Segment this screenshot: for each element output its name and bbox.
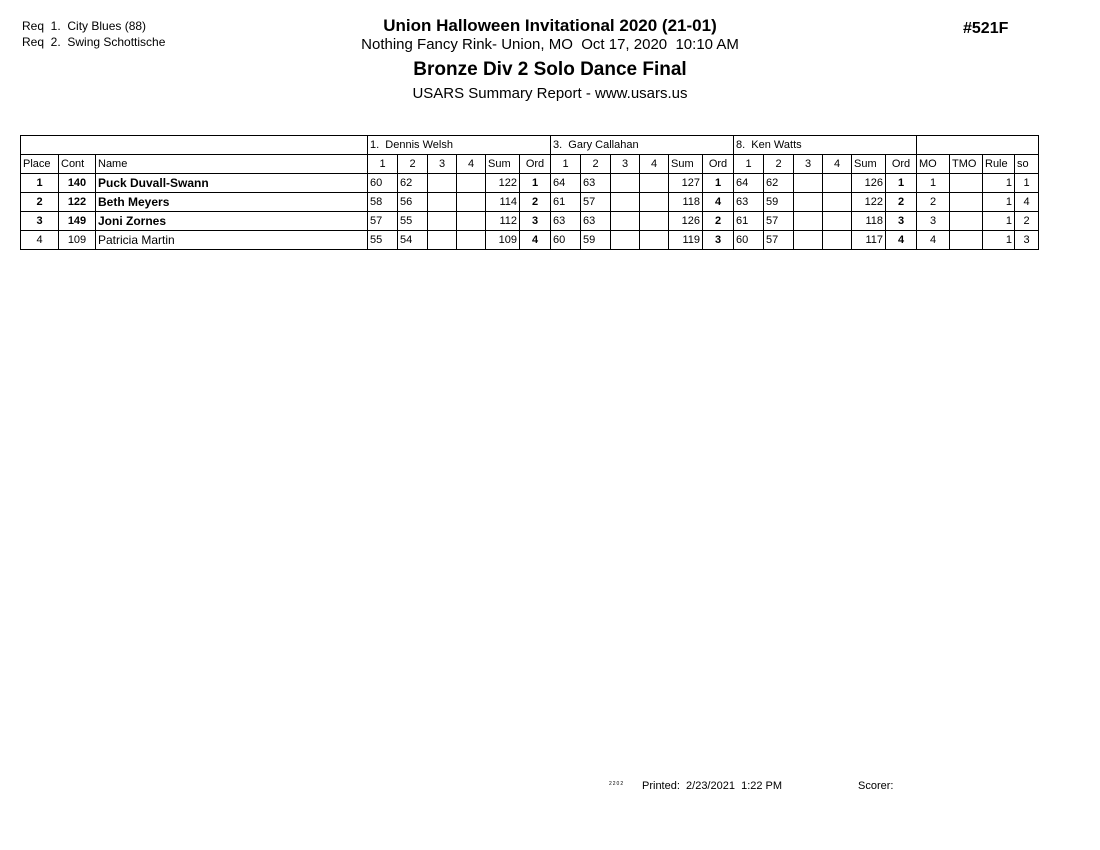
printed-timestamp: Printed: 2/23/2021 1:22 PM [642,780,783,792]
cell-score: 61 [734,212,764,231]
cell-score: 63 [581,212,611,231]
col-header-sum: Sum [486,155,520,174]
cell-ord: 2 [703,212,734,231]
cell-score: 62 [398,174,428,193]
requirement-line-2: Req 2. Swing Schottische [22,35,166,49]
cell-ord: 1 [886,174,917,193]
cell-name: Joni Zornes [96,212,368,231]
judges-header-row [21,136,1039,155]
cell-name: Beth Meyers [96,193,368,212]
cell-tmo [950,174,983,193]
judge-header: 8. Ken Watts [734,136,917,155]
cell-sum: 122 [486,174,520,193]
cell-sum: 122 [852,193,886,212]
cell-tmo [950,231,983,250]
cell-ord: 2 [886,193,917,212]
cell-rule: 1 [983,193,1015,212]
cell-score: 58 [368,193,398,212]
spacer-cell [917,136,1039,155]
cell-sum: 118 [852,212,886,231]
cell-mo: 4 [917,231,950,250]
cell-score: 63 [734,193,764,212]
cell-score: 64 [734,174,764,193]
col-header-score: 1 [734,155,764,174]
col-header-sum: Sum [852,155,886,174]
table-row [21,212,1039,231]
cell-score: 62 [764,174,794,193]
cell-score [640,193,669,212]
cell-score: 56 [398,193,428,212]
cell-rule: 1 [983,174,1015,193]
col-header-score: 4 [823,155,852,174]
cell-score: 60 [734,231,764,250]
cell-score: 64 [551,174,581,193]
col-header-score: 4 [457,155,486,174]
cell-ord: 4 [703,193,734,212]
cell-rule: 1 [983,231,1015,250]
cell-sum: 114 [486,193,520,212]
cell-score [611,212,640,231]
cell-score [457,212,486,231]
cell-so: 4 [1015,193,1039,212]
cell-mo: 2 [917,193,950,212]
col-header-ord: Ord [520,155,551,174]
cell-place: 2 [21,193,59,212]
cell-sum: 126 [669,212,703,231]
cell-score [428,174,457,193]
cell-cont: 122 [59,193,96,212]
venue-date-line: Nothing Fancy Rink- Union, MO Oct 17, 2020 10:10 AM [361,36,739,53]
cell-ord: 3 [703,231,734,250]
cell-score: 55 [398,212,428,231]
cell-mo: 3 [917,212,950,231]
cell-score: 55 [368,231,398,250]
cell-ord: 3 [520,212,551,231]
division-title: Bronze Div 2 Solo Dance Final [413,59,687,80]
cell-sum: 118 [669,193,703,212]
cell-place: 3 [21,212,59,231]
col-header-ord: Ord [886,155,917,174]
cell-sum: 117 [852,231,886,250]
cell-name: Puck Duvall-Swann [96,174,368,193]
cell-ord: 1 [520,174,551,193]
col-header-score: 3 [428,155,457,174]
col-header-cont: Cont [59,155,96,174]
col-header-score: 2 [764,155,794,174]
cell-score [823,231,852,250]
cell-score: 60 [368,174,398,193]
cell-score [611,193,640,212]
cell-score [823,174,852,193]
cell-score [794,212,823,231]
cell-sum: 119 [669,231,703,250]
table-row [21,174,1039,193]
col-header-score: 1 [551,155,581,174]
cell-score: 63 [581,174,611,193]
cell-name: Patricia Martin [96,231,368,250]
cell-score: 63 [551,212,581,231]
cell-score [640,231,669,250]
cell-score [428,212,457,231]
cell-score: 61 [551,193,581,212]
col-header-score: 2 [398,155,428,174]
cell-cont: 149 [59,212,96,231]
cell-score [457,193,486,212]
cell-score: 57 [581,193,611,212]
col-header-tmo: TMO [950,155,983,174]
col-header-ord: Ord [703,155,734,174]
cell-so: 3 [1015,231,1039,250]
cell-sum: 127 [669,174,703,193]
cell-tmo [950,193,983,212]
cell-score: 57 [764,212,794,231]
cell-score [794,174,823,193]
cell-score [611,231,640,250]
col-header-sum: Sum [669,155,703,174]
cell-cont: 109 [59,231,96,250]
cell-score [428,231,457,250]
cell-sum: 109 [486,231,520,250]
cell-score: 57 [368,212,398,231]
scorer-label: Scorer: [858,780,894,792]
report-number: #521F [963,20,1009,37]
col-header-rule: Rule [983,155,1015,174]
cell-score: 60 [551,231,581,250]
col-header-place: Place [21,155,59,174]
col-header-score: 2 [581,155,611,174]
cell-score [611,174,640,193]
cell-score [640,174,669,193]
cell-score: 59 [764,193,794,212]
cell-ord: 3 [886,212,917,231]
column-header-row [21,155,1039,174]
cell-tmo [950,212,983,231]
col-header-name: Name [96,155,368,174]
cell-score [457,231,486,250]
report-title: USARS Summary Report - www.usars.us [412,85,688,102]
col-header-score: 3 [611,155,640,174]
col-header-mo: MO [917,155,950,174]
cell-ord: 2 [520,193,551,212]
cell-sum: 112 [486,212,520,231]
requirement-line-1: Req 1. City Blues (88) [22,19,147,33]
cell-score [794,231,823,250]
cell-so: 1 [1015,174,1039,193]
judge-header: 3. Gary Callahan [551,136,734,155]
version-text: 2202 [609,781,625,787]
cell-score [823,212,852,231]
results-table [20,135,1039,250]
cell-ord: 4 [520,231,551,250]
title-block [0,16,1100,103]
spacer-cell [21,136,368,155]
cell-cont: 140 [59,174,96,193]
cell-so: 2 [1015,212,1039,231]
judge-header: 1. Dennis Welsh [368,136,551,155]
cell-place: 4 [21,231,59,250]
cell-mo: 1 [917,174,950,193]
cell-score: 59 [581,231,611,250]
cell-ord: 1 [703,174,734,193]
cell-score [457,174,486,193]
cell-place: 1 [21,174,59,193]
table-row [21,231,1039,250]
col-header-score: 1 [368,155,398,174]
cell-score: 57 [764,231,794,250]
col-header-score: 4 [640,155,669,174]
cell-rule: 1 [983,212,1015,231]
table-row [21,193,1039,212]
cell-score [640,212,669,231]
col-header-so: so [1015,155,1039,174]
cell-score [794,193,823,212]
results-table-body [21,136,1039,250]
event-title: Union Halloween Invitational 2020 (21-01) [383,16,717,35]
cell-score [823,193,852,212]
cell-score [428,193,457,212]
col-header-score: 3 [794,155,823,174]
cell-sum: 126 [852,174,886,193]
cell-ord: 4 [886,231,917,250]
cell-score: 54 [398,231,428,250]
